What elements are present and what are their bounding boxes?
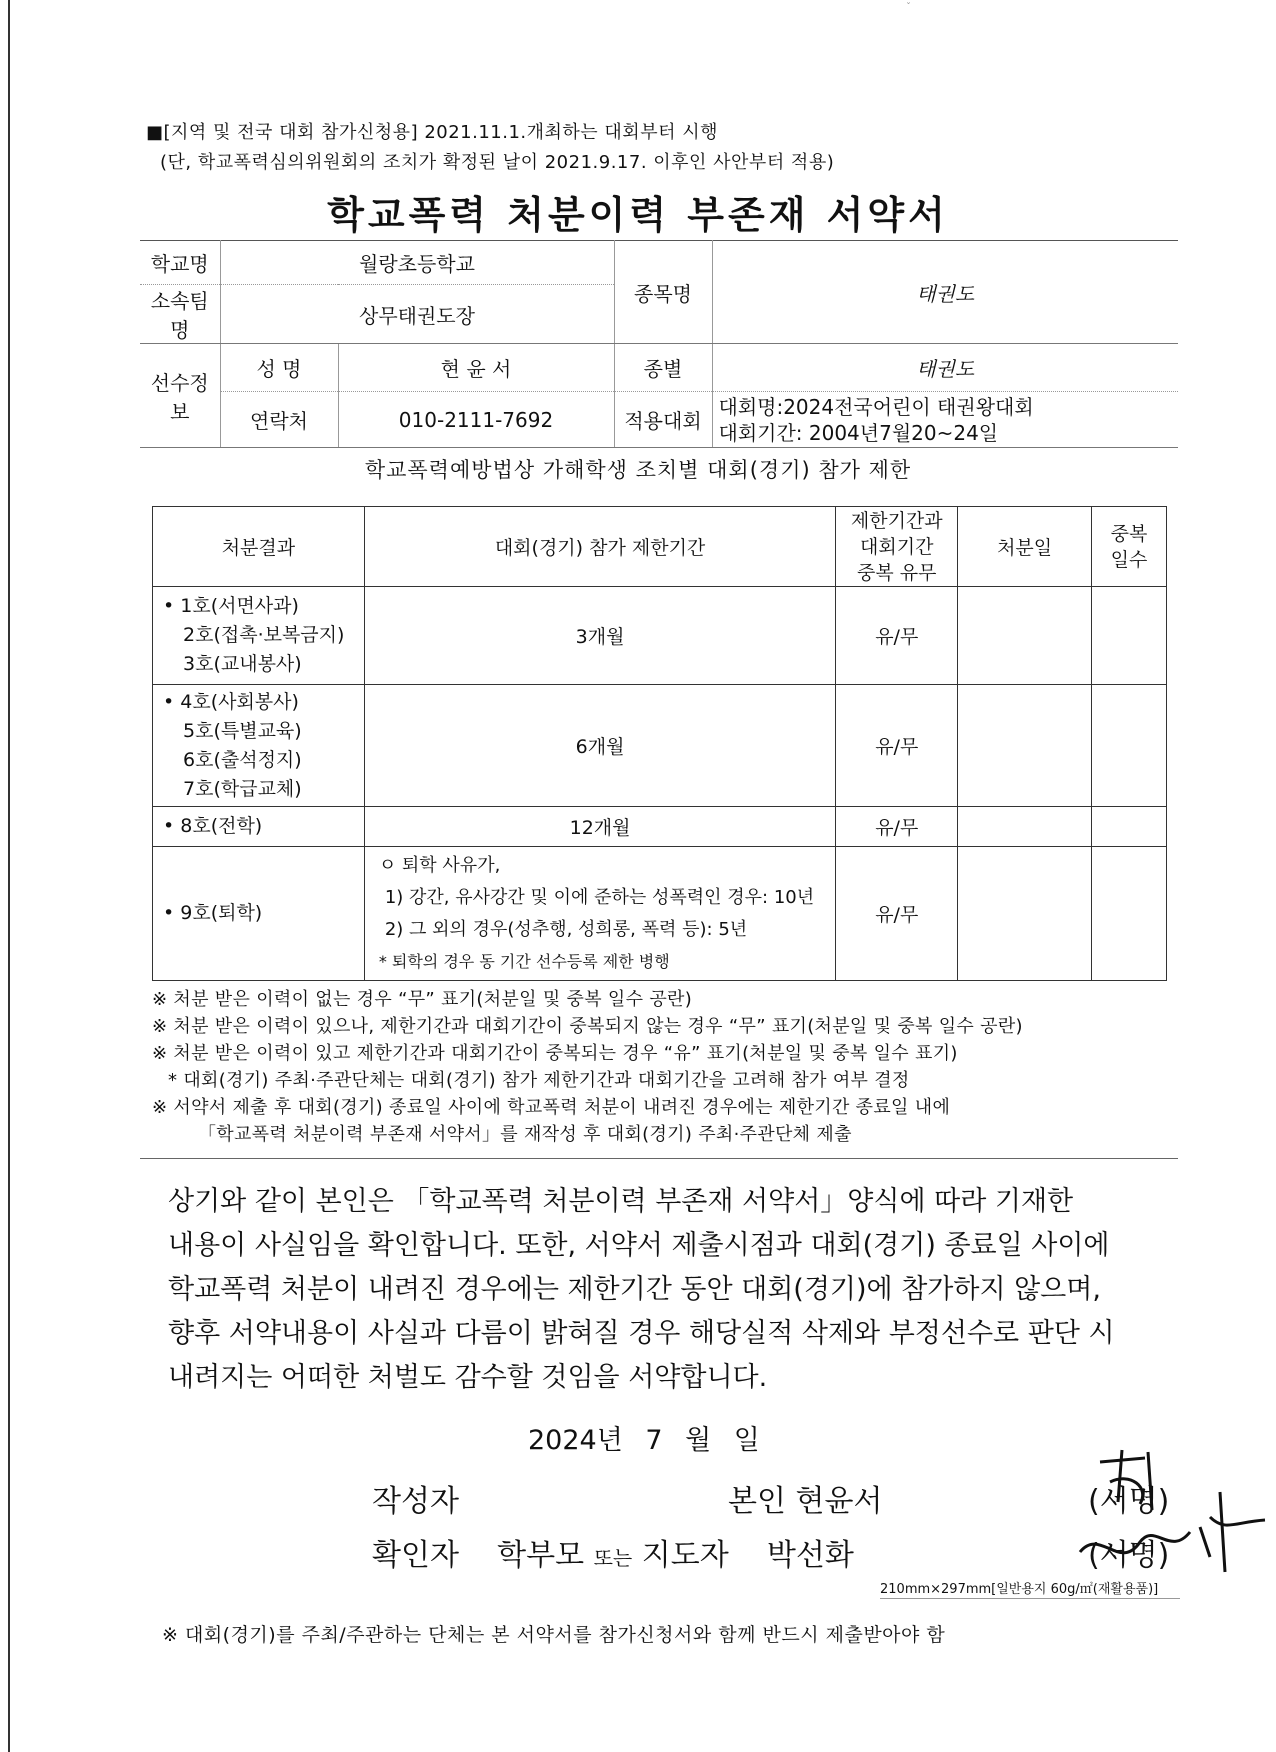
pledge-line-2: 내용이 사실임을 확인합니다. 또한, 서약서 제출시점과 대회(경기) 종료일 사이에 [168, 1230, 1110, 1261]
team-value: 상무태권도장 [220, 285, 614, 344]
result-cell: • 9호(퇴학) [153, 847, 365, 981]
school-value: 월랑초등학교 [220, 241, 614, 285]
header-days: 중복 일수 [1092, 507, 1167, 587]
sign-date: 2024년 7 월 일 [528, 1425, 760, 1456]
notice-line-2: (단, 학교폭력심의위원회의 조치가 확정된 날이 2021.9.17. 이후인 사안부터 적용) [160, 152, 835, 173]
confirmer-sign: (서명) [1088, 1538, 1170, 1573]
team-label: 소속팀명 [140, 285, 220, 344]
overlap-cell: 유/무 [836, 587, 958, 685]
days-cell [1092, 847, 1167, 981]
days-cell [1092, 685, 1167, 807]
header-date: 처분일 [958, 507, 1092, 587]
overlap-cell: 유/무 [836, 807, 958, 847]
name-label: 성 명 [220, 344, 338, 392]
note-2: ※ 처분 받은 이력이 있으나, 제한기간과 대회기간이 중복되지 않는 경우 “무” 표기(처분일 및 중복 일수 공란) [152, 1016, 1023, 1037]
note-3: ※ 처분 받은 이력이 있고 제한기간과 대회기간이 중복되는 경우 “유” 표기(처분일 및 중복 일수 표기) [152, 1043, 958, 1064]
confirmer-role-2: 지도자 [641, 1538, 729, 1573]
table-row [153, 685, 1167, 807]
note-6: 「학교폭력 처분이력 부존재 서약서」를 재작성 후 대회(경기) 주최·주관단체 제출 [198, 1124, 852, 1145]
school-label: 학교명 [140, 241, 220, 285]
confirmer-signature-line [372, 1530, 1170, 1574]
writer-role: 본인 현윤서 [728, 1484, 883, 1519]
note-1: ※ 처분 받은 이력이 없는 경우 “무” 표기(처분일 및 중복 일수 공란) [152, 989, 693, 1010]
confirmer-name: 박선화 [766, 1538, 854, 1573]
paper-spec: 210mm×297mm[일반용지 60g/㎡(재활용품)] [880, 1582, 1159, 1597]
header-period: 대회(경기) 참가 제한기간 [364, 507, 836, 587]
date-cell [958, 807, 1092, 847]
pledge-line-5: 내려지는 어떠한 처벌도 감수할 것임을 서약합니다. [168, 1362, 768, 1393]
scan-mark: ˇ [906, 2, 911, 13]
overlap-cell: 유/무 [836, 847, 958, 981]
table-row [153, 847, 1167, 981]
period-cell: 3개월 [364, 587, 836, 685]
days-cell [1092, 587, 1167, 685]
pledge-line-4: 향후 서약내용이 사실과 다름이 밝혀질 경우 해당실적 삭제와 부정선수로 판단 시 [168, 1318, 1115, 1349]
date-cell [958, 685, 1092, 807]
result-cell: • 8호(전학) [153, 807, 365, 847]
writer-label: 작성자 [372, 1484, 459, 1519]
writer-signature-line [372, 1476, 1170, 1520]
confirmer-role: 학부모 [497, 1538, 585, 1573]
competition-label: 적용대회 [614, 392, 712, 448]
discipline-table [152, 506, 1167, 981]
contact-label: 연락처 [220, 392, 338, 448]
notice [146, 118, 834, 178]
footer-note: ※ 대회(경기)를 주최/주관하는 단체는 본 서약서를 참가신청서와 함께 반드시 제출받아야 함 [162, 1624, 946, 1646]
note-4: * 대회(경기) 주최·주관단체는 대회(경기) 참가 제한기간과 대회기간을 고려해 참가 여부 결정 [168, 1070, 910, 1091]
athlete-label: 선수정보 [140, 344, 220, 448]
or-text: 또는 [593, 1546, 633, 1570]
scan-edge [8, 0, 10, 1752]
contact-value: 010-2111-7692 [338, 392, 614, 448]
period-cell: 6개월 [364, 685, 836, 807]
table-row [153, 587, 1167, 685]
days-cell [1092, 807, 1167, 847]
competition-name: 대회명:2024전국어린이 태권왕대회 [718, 394, 1034, 419]
result-cell: • 1호(서면사과) 2호(접촉·보복금지) 3호(교내봉사) [153, 587, 365, 685]
header-result: 처분결과 [153, 507, 365, 587]
overlap-cell: 유/무 [836, 685, 958, 807]
note-5: ※ 서약서 제출 후 대회(경기) 종료일 사이에 학교폭력 처분이 내려진 경우에는 제한기간 종료일 내에 [152, 1097, 951, 1118]
competition-period: 대회기간: 2004년7월20~24일 [718, 420, 999, 445]
date-cell [958, 847, 1092, 981]
restriction-subtitle: 학교폭력예방법상 가해학생 조치별 대회(경기) 참가 제한 [364, 458, 912, 482]
page-title: 학교폭력 처분이력 부존재 서약서 [327, 193, 949, 237]
handwritten-signature [1060, 1432, 1270, 1582]
pledge-line-3: 학교폭력 처분이 내려진 경우에는 제한기간 동안 대회(경기)에 참가하지 않으며, [168, 1274, 1101, 1305]
name-value: 현 윤 서 [338, 344, 614, 392]
info-table [140, 240, 1178, 448]
notice-line-1: ■[지역 및 전국 대회 참가신청용] 2021.11.1.개최하는 대회부터 시행 [146, 122, 718, 143]
pledge-text [168, 1180, 1158, 1400]
competition-info [712, 392, 1178, 448]
pledge-line-1: 상기와 같이 본인은 「학교폭력 처분이력 부존재 서약서」양식에 따라 기재한 [168, 1186, 1074, 1217]
confirmer-label: 확인자 [372, 1538, 459, 1573]
notes [152, 986, 1023, 1148]
divider [140, 1158, 1178, 1159]
result-cell: • 4호(사회봉사) 5호(특별교육) 6호(출석정지) 7호(학급교체) [153, 685, 365, 807]
header-overlap: 제한기간과 대회기간 중복 유무 [836, 507, 958, 587]
category-value: 태권도 [712, 344, 1178, 392]
sport-label: 종목명 [614, 241, 712, 344]
conditions-cell: ㅇ 퇴학 사유가, 1) 강간, 유사강간 및 이에 준하는 성폭력인 경우: 10년 2) 그 외의 경우(성추행, 성희롱, 폭력 등): 5년 * 퇴학의 경우 동 기간 선수등록 제한 병행 [364, 847, 836, 981]
table-row [153, 807, 1167, 847]
sport-value: 태권도 [712, 241, 1178, 344]
paper-divider [880, 1598, 1180, 1599]
category-label: 종별 [614, 344, 712, 392]
period-cell: 12개월 [364, 807, 836, 847]
date-cell [958, 587, 1092, 685]
writer-sign: (서명) [1088, 1484, 1170, 1519]
